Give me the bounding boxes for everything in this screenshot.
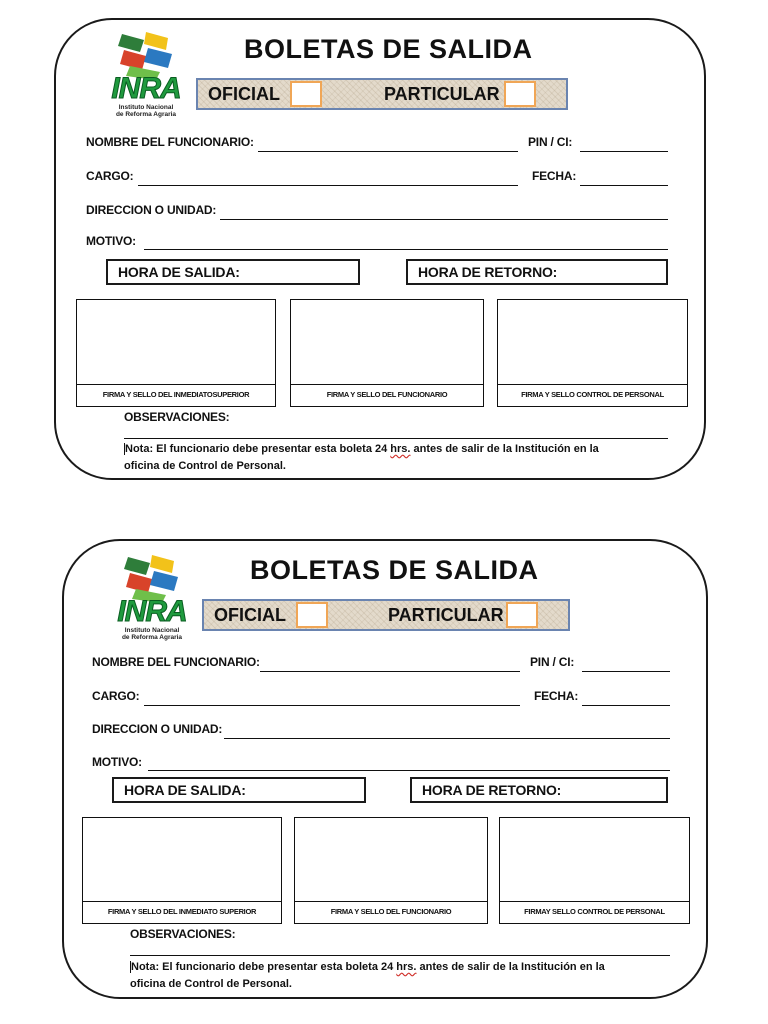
form-title: BOLETAS DE SALIDA [250,555,539,585]
oficial-label: OFICIAL [214,605,286,625]
fecha-label: FECHA: [532,169,577,183]
observaciones-label: OBSERVACIONES: [124,410,230,424]
hora-salida-box[interactable] [112,777,366,803]
motivo-label: MOTIVO: [86,234,136,248]
hora-retorno-box[interactable] [406,259,668,285]
form-title: BOLETAS DE SALIDA [244,34,533,64]
direccion-label: DIRECCION O UNIDAD: [92,722,223,736]
signature-caption: FIRMA Y SELLO CONTROL DE PERSONAL [498,384,687,406]
observaciones-field[interactable] [130,955,670,956]
type-selector [196,78,568,110]
nota-text: Nota: El funcionario debe presentar esta boleta 24 hrs. antes de salir de la Institución en la oficina de Control de Personal. [130,961,605,990]
form-boleta-1 [54,18,706,480]
signature-caption: FIRMA Y SELLO DEL FUNCIONARIO [291,384,483,406]
direccion-label: DIRECCION O UNIDAD: [86,203,217,217]
fecha-label: FECHA: [534,689,579,703]
hora-salida-label: HORA DE SALIDA: [118,264,240,280]
particular-checkbox[interactable] [506,602,538,628]
particular-label: PARTICULAR [384,84,500,104]
cargo-label: CARGO: [86,169,134,183]
signature-caption: FIRMA Y SELLO DEL INMEDIATO SUPERIOR [83,901,281,923]
signature-box-funcionario[interactable] [290,299,484,407]
inra-logo [106,30,186,122]
logo-subtitle: Instituto Nacional de Reforma Agraria [115,104,177,118]
direccion-field[interactable] [224,738,670,739]
logo-brand: INRA [111,72,181,105]
hora-retorno-label: HORA DE RETORNO: [418,264,558,280]
logo-brand: INRA [117,595,187,628]
form-boleta-2 [62,539,708,999]
observaciones-label: OBSERVACIONES: [130,927,236,941]
pin-field[interactable] [580,151,668,152]
fecha-field[interactable] [582,705,670,706]
signature-caption: FIRMA Y SELLO DEL INMEDIATOSUPERIOR [77,384,275,406]
motivo-field[interactable] [144,249,668,250]
signature-caption: FIRMA Y SELLO DEL FUNCIONARIO [295,901,487,923]
motivo-field[interactable] [148,770,670,771]
signature-box-funcionario[interactable] [294,817,488,924]
motivo-label: MOTIVO: [92,755,142,769]
cargo-field[interactable] [138,185,518,186]
pin-field[interactable] [582,671,670,672]
pin-label: PIN / CI: [530,655,575,669]
hora-salida-label: HORA DE SALIDA: [124,782,246,798]
nombre-label: NOMBRE DEL FUNCIONARIO: [92,655,260,669]
logo-subtitle: Instituto Nacional de Reforma Agraria [121,627,183,641]
inra-logo [112,553,192,645]
signature-box-control[interactable] [499,817,690,924]
hora-retorno-box[interactable] [410,777,668,803]
hora-salida-box[interactable] [106,259,360,285]
signature-box-superior[interactable] [82,817,282,924]
pin-label: PIN / CI: [528,135,573,149]
signature-box-control[interactable] [497,299,688,407]
nota-text: Nota: El funcionario debe presentar esta boleta 24 hrs. antes de salir de la Institución en la oficina de Control de Personal. [124,443,599,472]
nombre-field[interactable] [258,151,518,152]
oficial-checkbox[interactable] [296,602,328,628]
oficial-checkbox[interactable] [290,81,322,107]
particular-label: PARTICULAR [388,605,504,625]
signature-box-superior[interactable] [76,299,276,407]
cargo-label: CARGO: [92,689,140,703]
hora-retorno-label: HORA DE RETORNO: [422,782,562,798]
oficial-label: OFICIAL [208,84,280,104]
cargo-field[interactable] [144,705,520,706]
particular-checkbox[interactable] [504,81,536,107]
fecha-field[interactable] [580,185,668,186]
signature-caption: FIRMAY SELLO CONTROL DE PERSONAL [500,901,689,923]
nombre-field[interactable] [260,671,520,672]
direccion-field[interactable] [220,219,668,220]
observaciones-field[interactable] [124,438,668,439]
type-selector [202,599,570,631]
nombre-label: NOMBRE DEL FUNCIONARIO: [86,135,254,149]
